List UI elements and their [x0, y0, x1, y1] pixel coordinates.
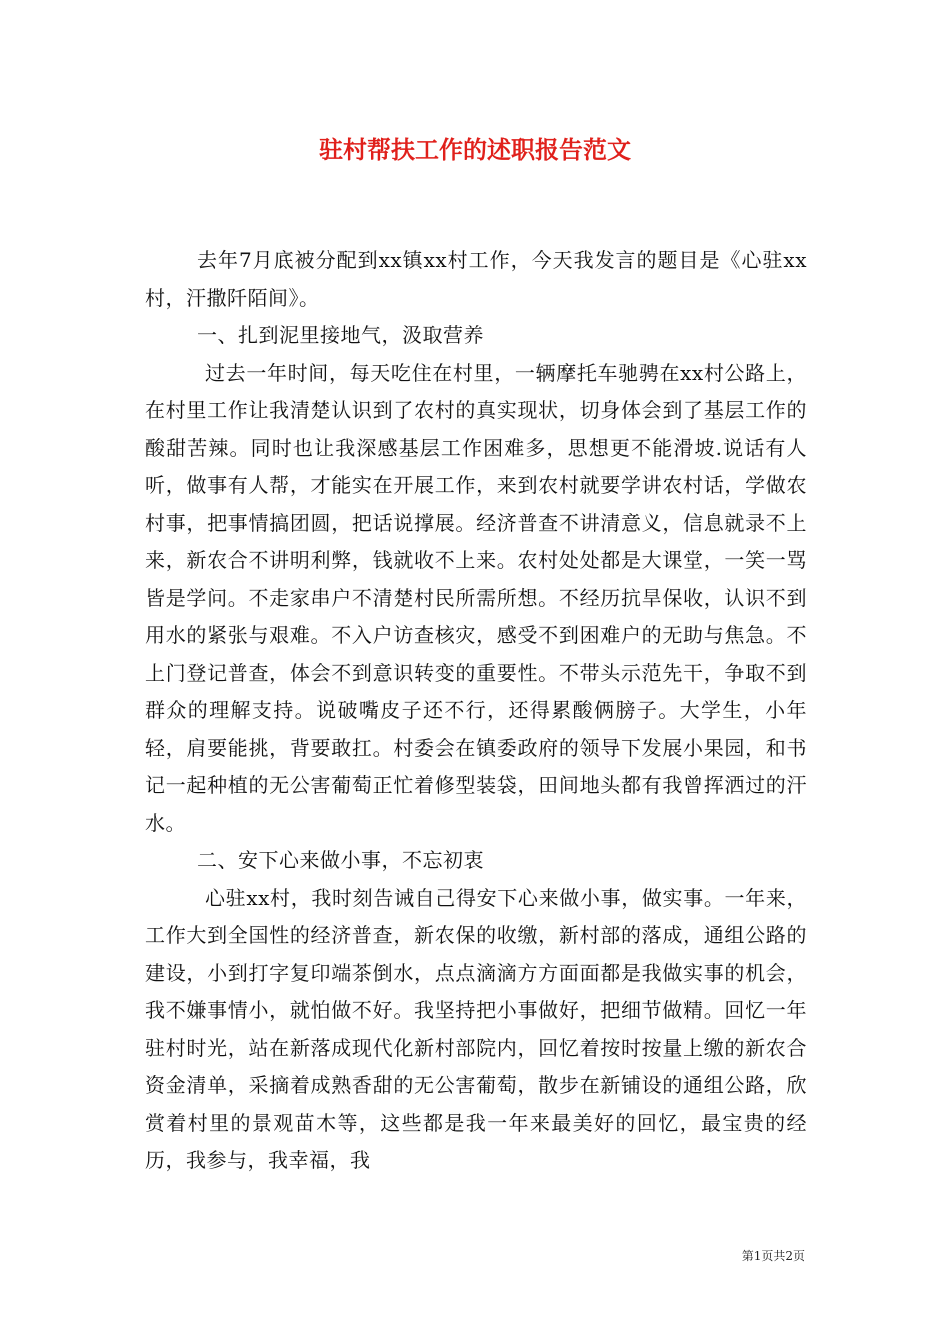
page-number-footer: 第1页共2页 [741, 1249, 805, 1263]
section-heading-1: 一、扎到泥里接地气，汲取营养 [197, 323, 484, 347]
document-body [145, 242, 807, 1180]
section-heading-2: 二、安下心来做小事，不忘初衷 [197, 848, 484, 872]
section-2-paragraph: 心驻xx村，我时刻告诫自己得安下心来做小事，做实事。一年来，工作大到全国性的经济普查，新农保的收缴，新村部的落成，通组公路的建设，小到打字复印端茶倒水，点点滴滴方方面面都是我做实事的机会，我不嫌事情小，就怕做不好。我坚持把小事做好，把细节做精。回忆一年驻村时光，站在新落成现代化新村部院内，回忆着按时按量上缴的新农合资金清单，采摘着成熟香甜的无公害葡萄，散步在新铺设的通组公路，欣赏着村里的景观苗木等，这些都是我一年来最美好的回忆，最宝贵的经历，我参与，我幸福，我 [145, 885, 807, 1172]
document-title: 驻村帮扶工作的述职报告范文 [319, 135, 631, 164]
intro-paragraph: 去年7月底被分配到xx镇xx村工作，今天我发言的题目是《心驻xx村，汗撒阡陌间》。 [145, 248, 807, 310]
section-1-paragraph: 过去一年时间，每天吃住在村里，一辆摩托车驰骋在xx村公路上，在村里工作让我清楚认识到了农村的真实现状，切身体会到了基层工作的酸甜苦辣。同时也让我深感基层工作困难多，思想更不能滑坡.说话有人听，做事有人帮，才能实在开展工作，来到农村就要学讲农村话，学做农村事，把事情搞团圆，把话说撑展。经济普查不讲清意义，信息就录不上来，新农合不讲明利弊，钱就收不上来。农村处处都是大课堂，一笑一骂皆是学问。不走家串户不清楚村民所需所想。不经历抗旱保收，认识不到用水的紧张与艰难。不入户访查核灾，感受不到困难户的无助与焦急。不上门登记普查，体会不到意识转变的重要性。不带头示范先干，争取不到群众的理解支持。说破嘴皮子还不行，还得累酸俩膀子。大学生，小年轻，肩要能挑，背要敢扛。村委会在镇委政府的领导下发展小果园，和书记一起种植的无公害葡萄正忙着修型装袋，田间地头都有我曾挥洒过的汗水。 [145, 360, 807, 835]
